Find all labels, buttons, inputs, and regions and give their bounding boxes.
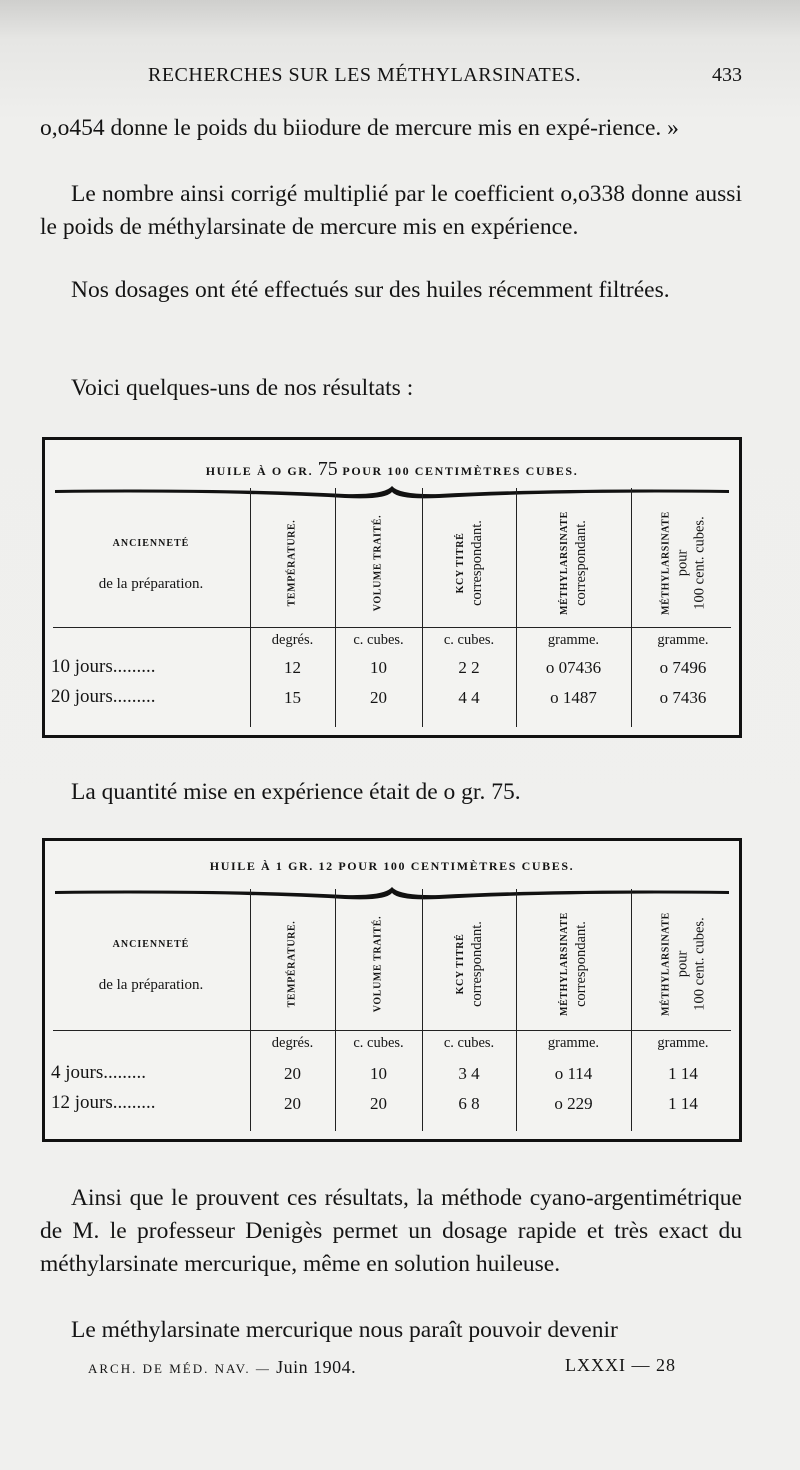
footer-signature: LXXXI — 28	[565, 1355, 676, 1375]
table-1-row-1-temp: 12	[284, 658, 301, 677]
table-2-col-age-header	[53, 899, 249, 1024]
table-1-row-1-kcy: 2 2	[458, 658, 480, 677]
paragraph-2-text: Le nombre ainsi corrigé multiplié par le coefficient o,o338 donne aussi le poids de méthylarsinate de mercure mis en expérience.	[40, 181, 742, 240]
table-1-col-temperature-label: TEMPÉRATURE.	[286, 519, 298, 607]
table-1-unit-meth: gramme.	[547, 632, 600, 648]
table-2-col-meth100-header	[631, 899, 735, 1029]
table-1-row-2-temp: 15	[284, 688, 301, 707]
table-1-col-meth-sub: correspondant.	[573, 520, 589, 606]
table-2-unit-temperature: degrés.	[271, 1035, 314, 1051]
table-1-col-kcy-label: KCY TITRÉ	[454, 532, 466, 594]
results-table-1	[42, 437, 742, 738]
table-1-col-meth-header	[516, 498, 630, 628]
table-2-unit-kcy: c. cubes.	[443, 1035, 495, 1051]
paragraph-5	[40, 776, 742, 809]
table-1-col-age-subtitle: de la préparation.	[98, 576, 204, 592]
table-2-col-meth100-sub2: 100 cent. cubes.	[691, 917, 708, 1011]
results-table-2	[42, 838, 742, 1142]
table-1-col-meth100-header	[631, 498, 735, 628]
table-2-row-1-kcy: 3 4	[458, 1064, 480, 1083]
table-2-caption-b: POUR 100 CENTIMÈTRES CUBES.	[338, 859, 575, 873]
paragraph-2	[40, 178, 742, 244]
table-2-row-1-vol: 10	[370, 1064, 387, 1083]
table-1-col-volume-label: VOLUME TRAITÉ.	[372, 514, 384, 612]
table-2-col-volume-label: VOLUME TRAITÉ.	[372, 915, 384, 1013]
table-1-row-2-meth100: o 7436	[659, 688, 707, 707]
paragraph-3-text: Nos dosages ont été effectués sur des huiles récemment filtrées.	[71, 277, 670, 303]
table-1-col-meth100-label: MÉTHYLARSINATE	[660, 511, 672, 615]
table-1-col-volume-header	[335, 498, 421, 628]
table-2-col-meth-label: MÉTHYLARSINATE	[559, 912, 570, 1016]
paragraph-1	[40, 112, 742, 145]
paragraph-6	[40, 1182, 742, 1281]
footer-journal	[88, 1357, 356, 1378]
paragraph-6-text: Ainsi que le prouvent ces résultats, la méthode cyano-argentimétrique de M. le professeur Denigès permet un dosage rapide et très exact du méthylarsinate mercurique, même en solution huileuse.	[40, 1185, 742, 1277]
table-2-col-temperature-header	[250, 899, 334, 1029]
running-header	[0, 64, 800, 94]
table-1-unit-temperature: degrés.	[271, 632, 314, 648]
table-1-row-2-vol: 20	[370, 688, 387, 707]
paragraph-7-text: Le méthylarsinate mercurique nous paraît pouvoir devenir	[71, 1317, 618, 1343]
table-2-row-2-meth100: 1 14	[668, 1094, 698, 1113]
table-2-row-2-vol: 20	[370, 1094, 387, 1113]
paragraph-1-text: o,o454 donne le poids du biiodure de mercure mis en expé-rience. »	[40, 115, 679, 141]
table-2-header-rule	[53, 1030, 731, 1031]
table-2-col-temperature-label: TEMPÉRATURE.	[286, 920, 298, 1008]
paragraph-3	[40, 274, 742, 307]
page-number: 433	[712, 64, 742, 86]
table-1-caption-b: POUR 100 CENTIMÈTRES CUBES.	[342, 464, 579, 478]
table-1-row-2-kcy: 4 4	[458, 688, 480, 707]
paragraph-4-text: Voici quelques-uns de nos résultats :	[71, 375, 414, 401]
table-2-col-meth100-label: MÉTHYLARSINATE	[660, 912, 672, 1016]
table-2-row-1-label: 4 jours.........	[51, 1062, 146, 1083]
table-2-caption-a: HUILE À 1 GR. 12	[209, 859, 334, 873]
table-1-caption-number: 75	[317, 458, 338, 480]
page-footer	[0, 1353, 800, 1383]
table-2-unit-volume: c. cubes.	[353, 1035, 404, 1051]
table-1-row-1-meth100: o 7496	[659, 658, 707, 677]
table-2-col-kcy-header	[422, 899, 515, 1029]
table-2-row-2-temp: 20	[284, 1094, 301, 1113]
table-2-col-volume-header	[335, 899, 421, 1029]
table-2-col-meth-sub: correspondant.	[573, 921, 589, 1007]
table-1-header-rule	[53, 627, 731, 628]
table-1-col-meth100-sub2: 100 cent. cubes.	[691, 516, 708, 610]
table-2-col-age-title: ANCIENNETÉ	[112, 939, 190, 950]
table-2-unit-meth100: gramme.	[657, 1035, 709, 1051]
table-1-col-temperature-header	[250, 498, 334, 628]
paragraph-7	[40, 1314, 742, 1347]
table-1-unit-volume: c. cubes.	[353, 632, 404, 648]
table-2-row-2-kcy: 6 8	[458, 1094, 480, 1113]
table-2-col-meth100-sub1: pour	[674, 950, 691, 978]
table-1-col-kcy-sub: correspondant.	[468, 520, 485, 606]
table-1-caption-a: HUILE À O GR.	[205, 464, 314, 478]
table-1-col-meth-label: MÉTHYLARSINATE	[559, 511, 570, 615]
table-1-row-2-label: 20 jours.........	[51, 686, 156, 707]
paragraph-5-text: La quantité mise en expérience était de o gr. 75.	[71, 779, 521, 805]
table-1-col-age-header	[53, 498, 249, 623]
table-1-unit-kcy: c. cubes.	[443, 632, 495, 648]
table-1-col-age-title: ANCIENNETÉ	[112, 538, 190, 549]
table-1-col-kcy-header	[422, 498, 515, 628]
table-2-row-1-meth100: 1 14	[668, 1064, 698, 1083]
table-2-unit-meth: gramme.	[547, 1035, 600, 1051]
running-title: RECHERCHES SUR LES MÉTHYLARSINATES.	[148, 64, 582, 86]
table-2-col-age-subtitle: de la préparation.	[98, 977, 204, 993]
table-1-col-meth100-sub1: pour	[674, 549, 691, 577]
table-1-row-1-label: 10 jours.........	[51, 656, 156, 677]
table-2-col-meth-header	[516, 899, 630, 1029]
paragraph-4	[40, 372, 742, 405]
table-1-unit-meth100: gramme.	[657, 632, 709, 648]
footer-journal-name: ARCH. DE MÉD. NAV. —	[88, 1361, 271, 1376]
footer-journal-date: Juin 1904.	[276, 1357, 357, 1377]
table-2-row-1-temp: 20	[284, 1064, 301, 1083]
table-2-row-1-meth: o 114	[554, 1064, 593, 1083]
table-2-row-2-label: 12 jours.........	[51, 1092, 156, 1113]
table-1-row-1-vol: 10	[370, 658, 387, 677]
table-1-row-2-meth: o 1487	[550, 688, 597, 707]
table-1-row-1-meth: o 07436	[545, 658, 602, 677]
table-2-col-kcy-label: KCY TITRÉ	[454, 933, 466, 995]
table-2-col-kcy-sub: correspondant.	[468, 921, 485, 1007]
table-2-row-2-meth: o 229	[554, 1094, 593, 1113]
